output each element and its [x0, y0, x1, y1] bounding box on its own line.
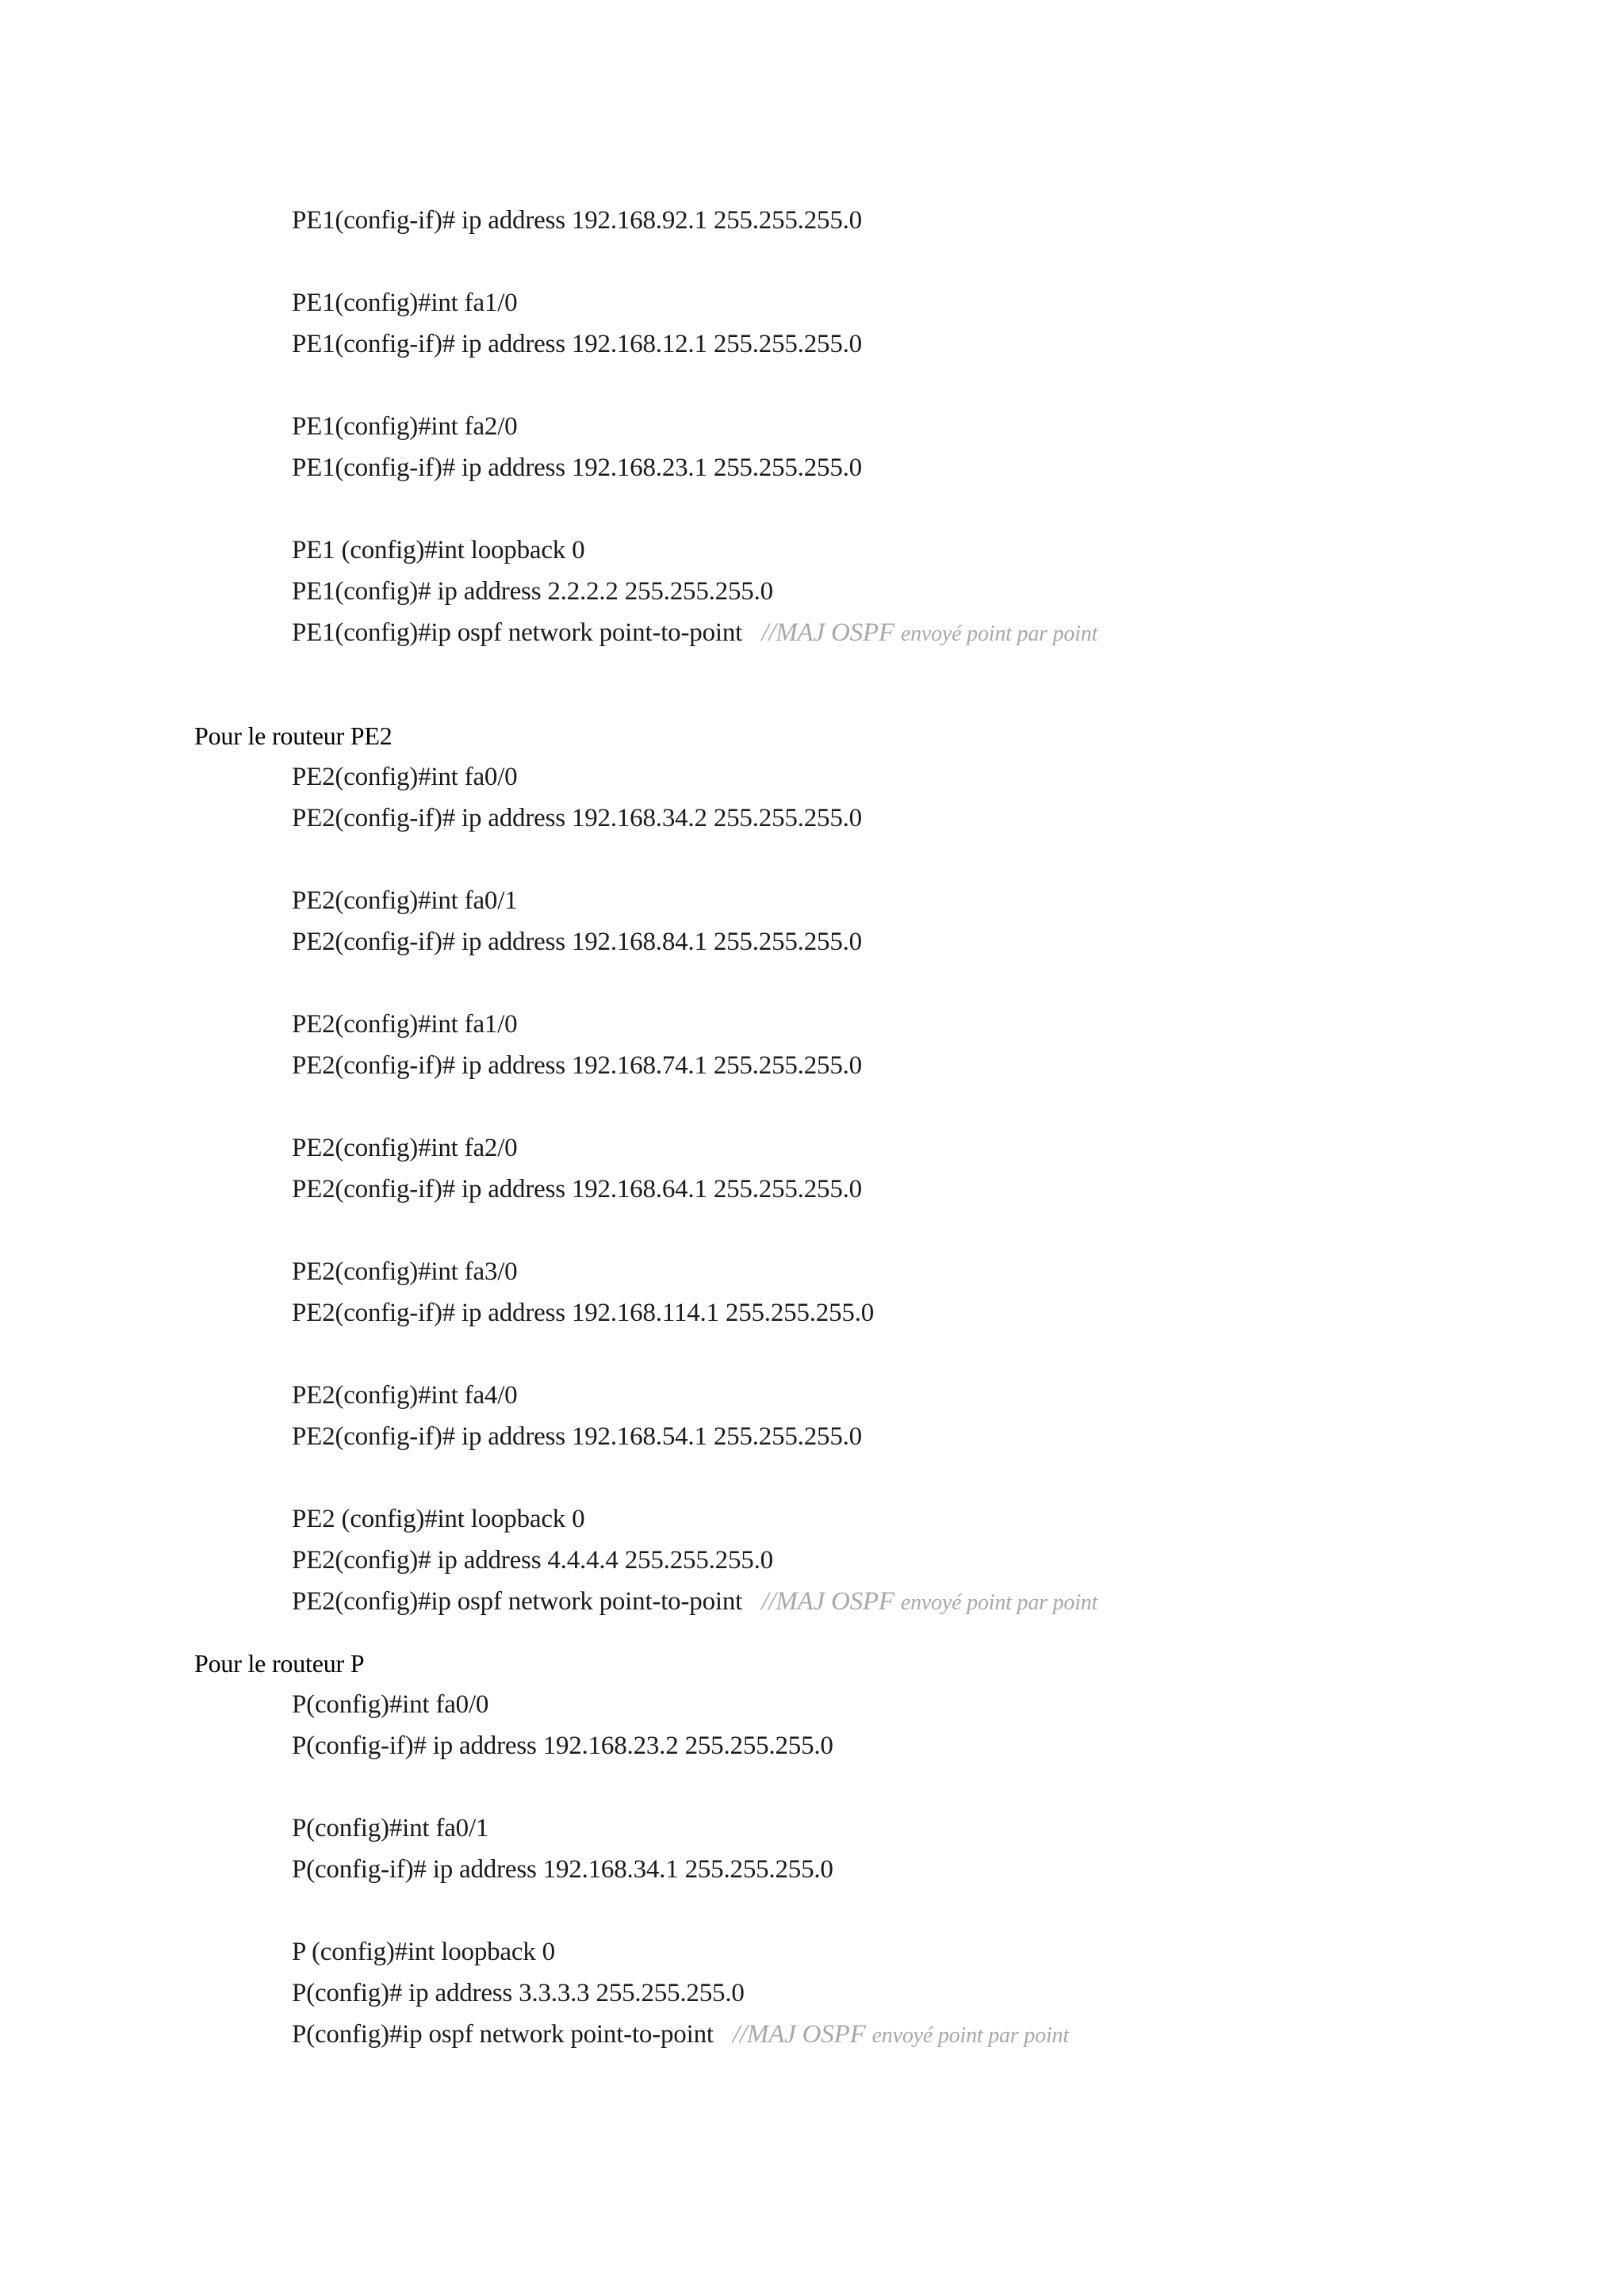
- p-ip-address-loopback: P(config)# ip address 3.3.3.3 255.255.255.0: [292, 1979, 745, 2007]
- pe1-ospf-comment: [761, 618, 1097, 647]
- pe2-ip-address-loopback: PE2(config)# ip address 4.4.4.4 255.255.255.0: [292, 1546, 773, 1575]
- pe2-ospf-line: [292, 1586, 1097, 1619]
- pe2-int-fa3-0: PE2(config)#int fa3/0: [292, 1257, 518, 1286]
- pe2-ip-address-fa0-0: PE2(config-if)# ip address 192.168.34.2 255.255.255.0: [292, 804, 862, 832]
- pe1-ip-address-fa2-0: PE1(config-if)# ip address 192.168.23.1 255.255.255.0: [292, 453, 862, 482]
- pe1-ospf-line: [292, 617, 1097, 650]
- pe2-ip-address-fa4-0: PE2(config-if)# ip address 192.168.54.1 255.255.255.0: [292, 1422, 862, 1451]
- pe2-int-fa4-0: PE2(config)#int fa4/0: [292, 1381, 518, 1410]
- pe2-ip-address-fa3-0: PE2(config-if)# ip address 192.168.114.1 255.255.255.0: [292, 1299, 875, 1327]
- pe2-int-fa1-0: PE2(config)#int fa1/0: [292, 1010, 518, 1039]
- p-section-heading: Pour le routeur P: [194, 1649, 365, 1678]
- pe1-comment-detail: envoyé point par point: [900, 622, 1098, 646]
- pe2-ip-address-fa2-0: PE2(config-if)# ip address 192.168.64.1 255.255.255.0: [292, 1175, 862, 1203]
- p-ospf-line: [292, 2019, 1069, 2052]
- pe2-ip-address-fa0-1: PE2(config-if)# ip address 192.168.84.1 255.255.255.0: [292, 928, 862, 956]
- pe1-ip-address-loopback: PE1(config)# ip address 2.2.2.2 255.255.255.0: [292, 577, 773, 606]
- pe2-section-heading: Pour le routeur PE2: [194, 721, 393, 750]
- pe2-int-fa0-1: PE2(config)#int fa0/1: [292, 886, 518, 915]
- p-int-fa0-1: P(config)#int fa0/1: [292, 1814, 489, 1843]
- p-ospf-command: P(config)#ip ospf network point-to-point: [292, 2020, 714, 2049]
- pe2-comment-main: //MAJ OSPF: [761, 1587, 901, 1616]
- pe1-ip-address-fa1-0: PE1(config-if)# ip address 192.168.12.1 255.255.255.0: [292, 330, 862, 358]
- pe2-comment-detail: envoyé point par point: [900, 1590, 1098, 1615]
- pe2-ospf-command: PE2(config)#ip ospf network point-to-point: [292, 1587, 743, 1616]
- pe2-int-fa2-0: PE2(config)#int fa2/0: [292, 1134, 518, 1162]
- pe1-int-fa1-0: PE1(config)#int fa1/0: [292, 289, 518, 317]
- p-comment-main: //MAJ OSPF: [733, 2020, 872, 2049]
- pe1-ospf-command: PE1(config)#ip ospf network point-to-point: [292, 618, 743, 647]
- pe2-int-fa0-0: PE2(config)#int fa0/0: [292, 763, 518, 791]
- pe2-ip-address-fa1-0: PE2(config-if)# ip address 192.168.74.1 255.255.255.0: [292, 1051, 862, 1080]
- pe1-comment-main: //MAJ OSPF: [761, 618, 901, 647]
- p-comment-detail: envoyé point par point: [871, 2023, 1069, 2048]
- pe1-ip-address-fa0-1: PE1(config-if)# ip address 192.168.92.1 255.255.255.0: [292, 206, 862, 235]
- pe1-int-loopback: PE1 (config)#int loopback 0: [292, 536, 585, 564]
- pe1-int-fa2-0: PE1(config)#int fa2/0: [292, 412, 518, 441]
- p-ip-address-fa0-1: P(config-if)# ip address 192.168.34.1 255.255.255.0: [292, 1855, 833, 1884]
- p-int-loopback: P (config)#int loopback 0: [292, 1938, 555, 1966]
- p-ip-address-fa0-0: P(config-if)# ip address 192.168.23.2 255.255.255.0: [292, 1732, 833, 1760]
- p-int-fa0-0: P(config)#int fa0/0: [292, 1690, 489, 1719]
- pe2-int-loopback: PE2 (config)#int loopback 0: [292, 1505, 585, 1533]
- pe2-ospf-comment: [761, 1587, 1097, 1616]
- p-ospf-comment: [733, 2020, 1069, 2049]
